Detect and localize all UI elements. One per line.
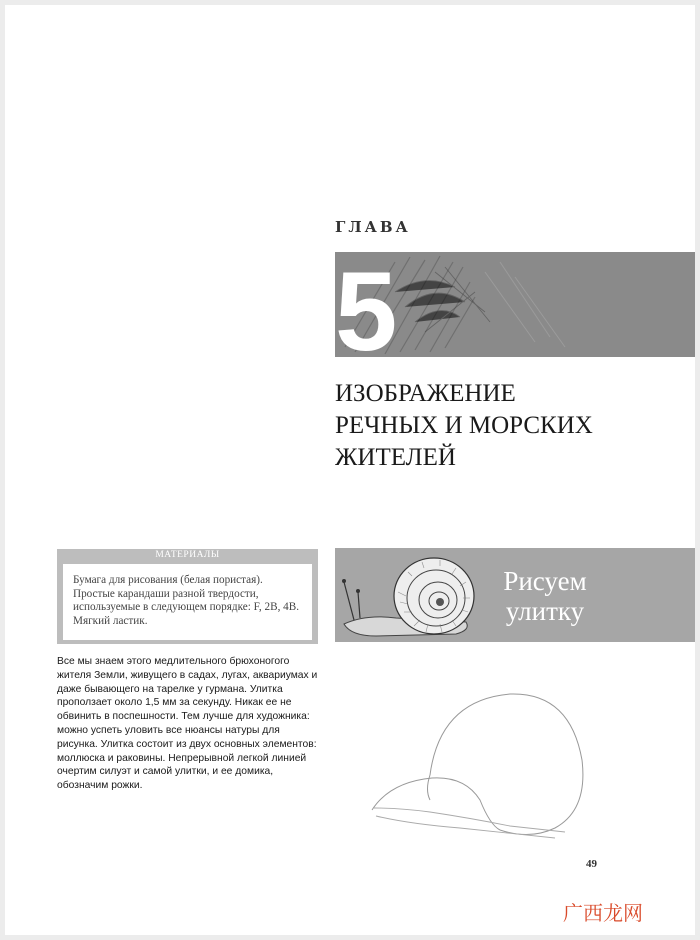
- section-title: [470, 566, 620, 626]
- chapter-title-line: РЕЧНЫХ И МОРСКИХ: [335, 412, 593, 439]
- section-title-line: улитку: [505, 596, 585, 626]
- materials-box: [57, 549, 318, 644]
- chapter-number: 5: [335, 249, 394, 374]
- chapter-title: [335, 378, 685, 474]
- page-number: 49: [586, 858, 597, 870]
- chapter-label: ГЛАВА: [335, 218, 411, 236]
- materials-header: МАТЕРИАЛЫ: [155, 550, 220, 560]
- materials-text: Бумага для рисования (белая пористая). Простые карандаши разной твердости, используемые в следующем порядке: F, 2B, 4B. Мягкий ластик.: [73, 574, 300, 627]
- watermark-logo: 广西龙网: [563, 901, 643, 925]
- section-title-line: Рисуем: [503, 566, 587, 596]
- body-paragraph: Все мы знаем этого медлительного брюхоногого жителя Земли, живущего в садах, лугах, аквариумах и даже бывающего на тарелке у гурмана. Улитка проползает около 1,5 мм за секунду. Никак ее не обвинить в поспешности. Тем лучше для художника: можно успеть уловить все нюансы натуры для рисунка. Улитка состоит из двух основных элементов: моллюска и раковины. Непрерывной легкой линией очертим силуэт и самой улитки, и ее домика, обозначим рожки.: [57, 656, 318, 792]
- chapter-title-line: ИЗОБРАЖЕНИЕ: [335, 380, 516, 407]
- snail-sketch-illustration: [336, 552, 476, 640]
- snail-outline-sketch: [370, 690, 600, 845]
- materials-body: [63, 564, 312, 640]
- chapter-title-line: ЖИТЕЛЕЙ: [335, 444, 456, 471]
